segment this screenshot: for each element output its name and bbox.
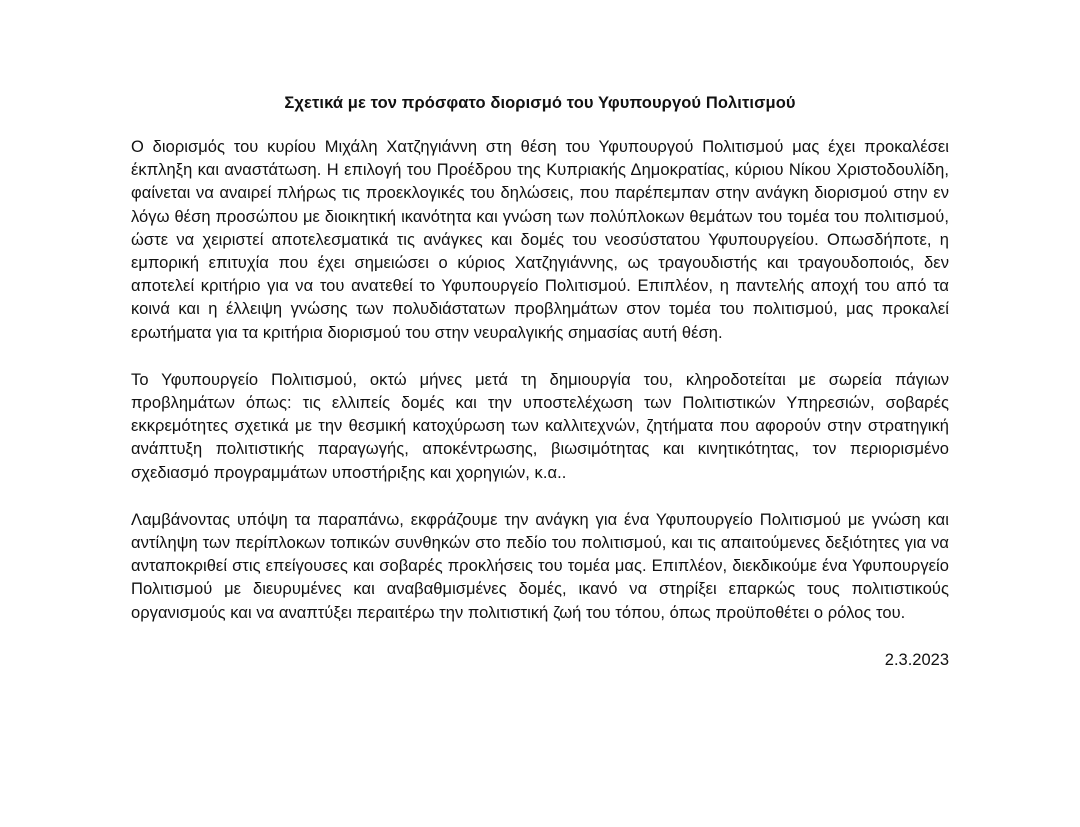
paragraph-3: Λαμβάνοντας υπόψη τα παραπάνω, εκφράζουμε την ανάγκη για ένα Υφυπουργείο Πολιτισμού με γνώση και αντίληψη των περίπλοκων τοπικών συνθηκών στο πεδίο του πολιτισμού, και τις απαιτούμενες δεξιότητες για να ανταποκριθεί στις επείγουσες και σοβαρές προκλήσεις του τομέα μας. Επιπλέον, διεκδικούμε ένα Υφυπουργείο Πολιτισμού με διευρυμένες και αναβαθμισμένες δομές, ικανό να στηρίξει επαρκώς τους πολιτιστικούς οργανισμούς και να αναπτύξει περαιτέρω την πολιτιστική ζωή του τόπου, όπως προϋποθέτει ο ρόλος του. <box>131 510 949 622</box>
document-body <box>131 92 949 671</box>
paragraph-2: Το Υφυπουργείο Πολιτισμού, οκτώ μήνες μετά τη δημιουργία του, κληροδοτείται με σωρεία πάγιων προβλημάτων όπως: τις ελλιπείς δομές και την υποστελέχωση των Πολιτιστικών Υπηρεσιών, σοβαρές εκκρεμότητες σχετικά με την θεσμική κατοχύρωση των καλλιτεχνών, ζητήματα που αφορούν στην στρατηγική ανάπτυξη πολιτιστικής παραγωγής, αποκέντρωσης, βιωσιμότητας και κινητικότητας, τον περιορισμένο σχεδιασμό προγραμμάτων υποστήριξης και χορηγιών, κ.α.. <box>131 370 949 482</box>
paragraph-1: Ο διορισμός του κυρίου Μιχάλη Χατζηγιάννη στη θέση του Υφυπουργού Πολιτισμού μας έχει προκαλέσει έκπληξη και αναστάτωση. Η επιλογή του Προέδρου της Κυπριακής Δημοκρατίας, κύριου Νίκου Χριστοδουλίδη, φαίνεται να αναιρεί πλήρως τις προεκλογικές του δηλώσεις, που παρέπεμπαν στην ανάγκη διορισμού στην εν λόγω θέση προσώπου με διοικητική ικανότητα και γνώση των πολύπλοκων θεμάτων του τομέα του πολιτισμού, ώστε να χειριστεί αποτελεσματικά τις ανάγκες και δομές του νεοσύστατου Υφυπουργείου. Οπωσδήποτε, η εμπορική επιτυχία που έχει σημειώσει ο κύριος Χατζηγιάννης, ως τραγουδιστής και τραγουδοποιός, δεν αποτελεί κριτήριο για να του ανατεθεί το Υφυπουργείο Πολιτισμού. Επιπλέον, η παντελής αποχή του από τα κοινά και η έλλειψη γνώσης των πολυδιάστατων προβλημάτων στον τομέα του πολιτισμού, μας προκαλεί ερωτήματα για τα κριτήρια διορισμού του στην νευραλγικής σημασίας αυτή θέση. <box>131 138 949 342</box>
document-date: 2.3.2023 <box>884 650 949 669</box>
document-title: Σχετικά με τον πρόσφατο διορισμό του Υφυπουργού Πολιτισμού <box>284 94 796 112</box>
